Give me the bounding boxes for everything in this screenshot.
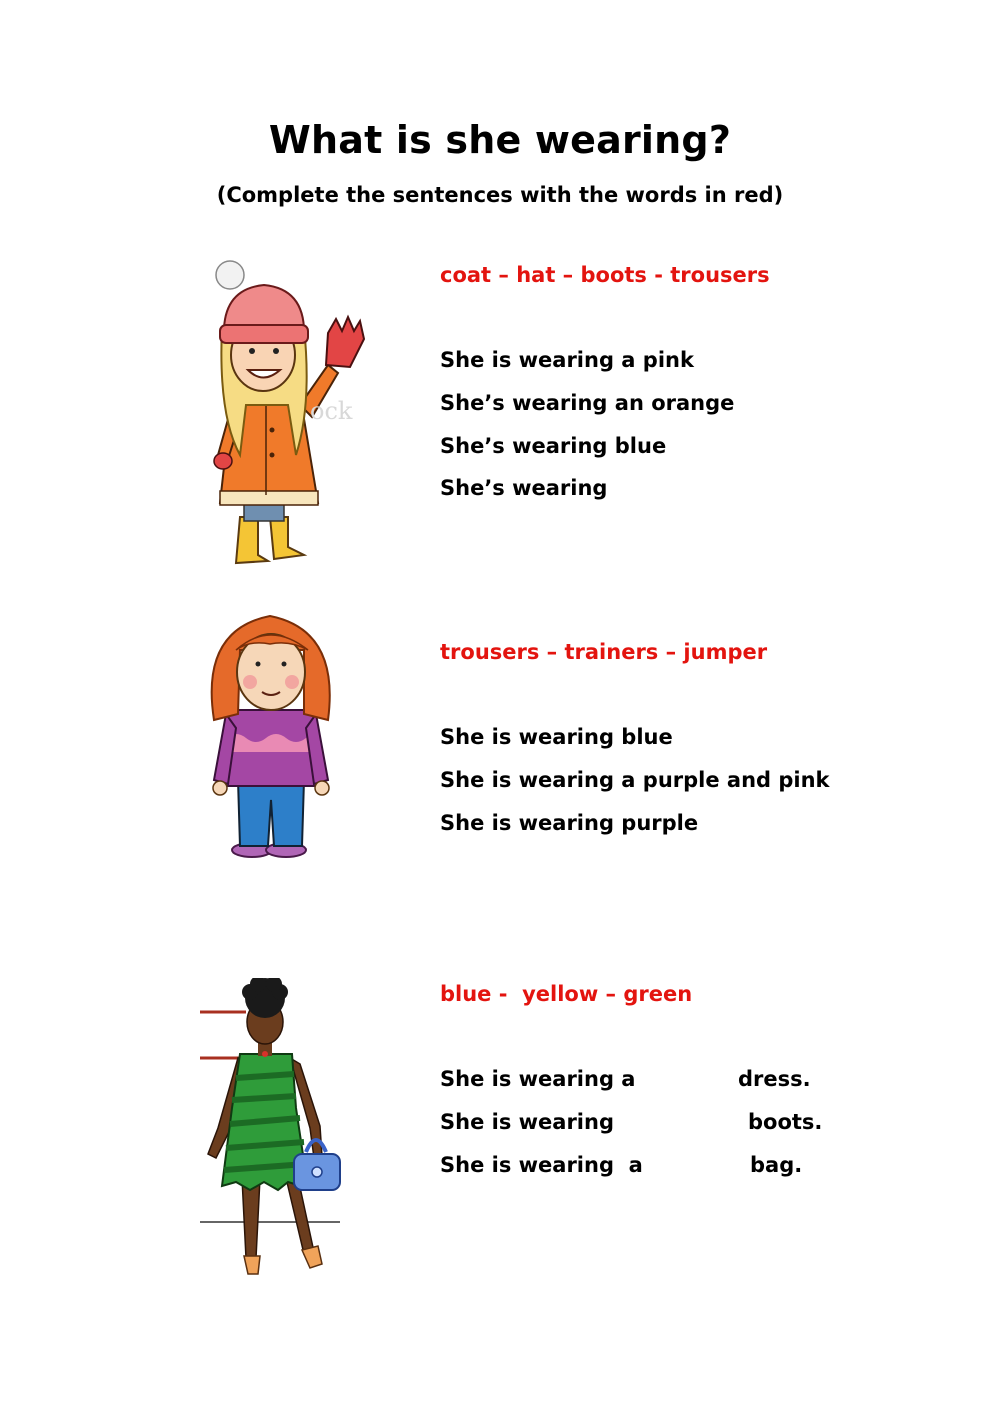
sentence-1: She is wearing a pink	[440, 348, 694, 372]
sentence-2-end: boots.	[748, 1110, 823, 1134]
sentence-4: She’s wearing	[440, 476, 608, 500]
sentence-1: She is wearing blue	[440, 725, 673, 749]
sentence-2: She is wearing a purple and pink	[440, 768, 830, 792]
word-bank: trousers – trainers – jumper	[440, 640, 768, 664]
girl-in-winter-clothes-icon	[200, 255, 380, 570]
sentence-3: She’s wearing blue	[440, 434, 667, 458]
page-title: What is she wearing?	[268, 118, 732, 162]
word-bank: coat – hat – boots - trousers	[440, 263, 770, 287]
sentence-2-start: She is wearing	[440, 1110, 614, 1134]
sentence-2: She’s wearing an orange	[440, 391, 735, 415]
sentence-1-start: She is wearing a	[440, 1067, 636, 1091]
word-bank: blue - yellow – green	[440, 982, 693, 1006]
sentence-3: She is wearing purple	[440, 811, 699, 835]
sentence-3-start: She is wearing a	[440, 1153, 643, 1177]
instructions: (Complete the sentences with the words in red)	[216, 183, 784, 207]
sentence-1-end: dress.	[738, 1067, 811, 1091]
woman-in-green-dress-icon	[198, 978, 348, 1278]
girl-in-jumper-icon	[200, 610, 345, 860]
sentence-3-end: bag.	[750, 1153, 803, 1177]
watermark-text: ock	[310, 397, 353, 425]
